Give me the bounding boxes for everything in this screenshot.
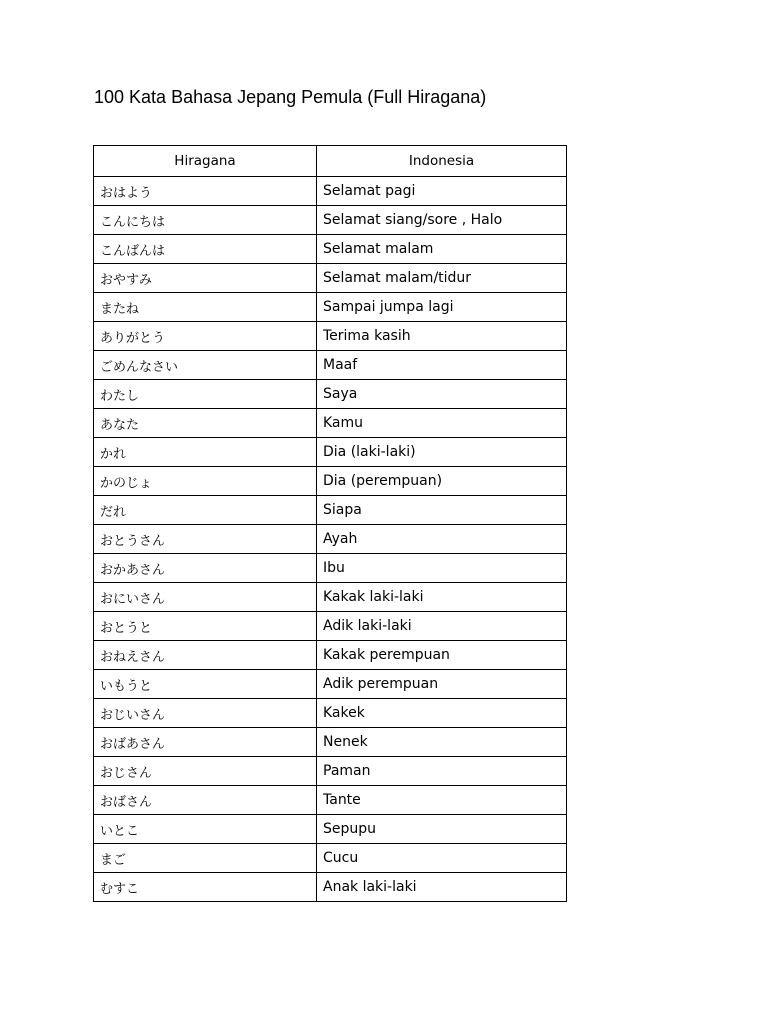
- indonesia-cell: Selamat siang/sore , Halo: [317, 206, 567, 235]
- hiragana-cell: おじいさん: [94, 699, 317, 728]
- page-title: 100 Kata Bahasa Jepang Pemula (Full Hiragana): [94, 87, 487, 107]
- table-row: [94, 351, 567, 380]
- indonesia-cell: Saya: [317, 380, 567, 409]
- vocabulary-table: [93, 145, 567, 902]
- table-row: [94, 583, 567, 612]
- hiragana-cell: いもうと: [94, 670, 317, 699]
- hiragana-cell: かれ: [94, 438, 317, 467]
- table-row: [94, 264, 567, 293]
- hiragana-cell: おにいさん: [94, 583, 317, 612]
- indonesia-cell: Dia (laki-laki): [317, 438, 567, 467]
- hiragana-cell: おかあさん: [94, 554, 317, 583]
- table-row: [94, 670, 567, 699]
- hiragana-cell: あなた: [94, 409, 317, 438]
- table-row: [94, 525, 567, 554]
- hiragana-cell: おとうと: [94, 612, 317, 641]
- table-row: [94, 293, 567, 322]
- table-row: [94, 380, 567, 409]
- table-row: [94, 844, 567, 873]
- table-row: [94, 467, 567, 496]
- indonesia-cell: Selamat malam/tidur: [317, 264, 567, 293]
- indonesia-cell: Ibu: [317, 554, 567, 583]
- indonesia-cell: Sepupu: [317, 815, 567, 844]
- hiragana-cell: おねえさん: [94, 641, 317, 670]
- table-row: [94, 873, 567, 902]
- hiragana-cell: おはよう: [94, 177, 317, 206]
- indonesia-cell: Dia (perempuan): [317, 467, 567, 496]
- indonesia-cell: Selamat malam: [317, 235, 567, 264]
- indonesia-cell: Cucu: [317, 844, 567, 873]
- indonesia-cell: Anak laki-laki: [317, 873, 567, 902]
- hiragana-cell: むすこ: [94, 873, 317, 902]
- table-row: [94, 554, 567, 583]
- column-header-indonesia: Indonesia: [317, 146, 567, 177]
- table-row: [94, 409, 567, 438]
- hiragana-cell: おばあさん: [94, 728, 317, 757]
- table-row: [94, 206, 567, 235]
- hiragana-cell: おばさん: [94, 786, 317, 815]
- hiragana-cell: かのじょ: [94, 467, 317, 496]
- hiragana-cell: おじさん: [94, 757, 317, 786]
- indonesia-cell: Kakak perempuan: [317, 641, 567, 670]
- table-row: [94, 438, 567, 467]
- indonesia-cell: Kakak laki-laki: [317, 583, 567, 612]
- table-row: [94, 815, 567, 844]
- table-body: [94, 177, 567, 902]
- indonesia-cell: Tante: [317, 786, 567, 815]
- table-row: [94, 612, 567, 641]
- table-header-row: [94, 146, 567, 177]
- hiragana-cell: いとこ: [94, 815, 317, 844]
- indonesia-cell: Sampai jumpa lagi: [317, 293, 567, 322]
- hiragana-cell: ありがとう: [94, 322, 317, 351]
- indonesia-cell: Siapa: [317, 496, 567, 525]
- hiragana-cell: まご: [94, 844, 317, 873]
- hiragana-cell: だれ: [94, 496, 317, 525]
- indonesia-cell: Ayah: [317, 525, 567, 554]
- hiragana-cell: おとうさん: [94, 525, 317, 554]
- indonesia-cell: Kakek: [317, 699, 567, 728]
- indonesia-cell: Nenek: [317, 728, 567, 757]
- column-header-hiragana: Hiragana: [94, 146, 317, 177]
- indonesia-cell: Adik perempuan: [317, 670, 567, 699]
- hiragana-cell: ごめんなさい: [94, 351, 317, 380]
- table-row: [94, 235, 567, 264]
- table-row: [94, 322, 567, 351]
- hiragana-cell: こんばんは: [94, 235, 317, 264]
- hiragana-cell: こんにちは: [94, 206, 317, 235]
- table-row: [94, 728, 567, 757]
- table-row: [94, 699, 567, 728]
- indonesia-cell: Kamu: [317, 409, 567, 438]
- indonesia-cell: Adik laki-laki: [317, 612, 567, 641]
- indonesia-cell: Maaf: [317, 351, 567, 380]
- indonesia-cell: Selamat pagi: [317, 177, 567, 206]
- table-row: [94, 786, 567, 815]
- table-row: [94, 757, 567, 786]
- hiragana-cell: おやすみ: [94, 264, 317, 293]
- hiragana-cell: またね: [94, 293, 317, 322]
- table-row: [94, 177, 567, 206]
- hiragana-cell: わたし: [94, 380, 317, 409]
- table-row: [94, 496, 567, 525]
- indonesia-cell: Paman: [317, 757, 567, 786]
- table-row: [94, 641, 567, 670]
- indonesia-cell: Terima kasih: [317, 322, 567, 351]
